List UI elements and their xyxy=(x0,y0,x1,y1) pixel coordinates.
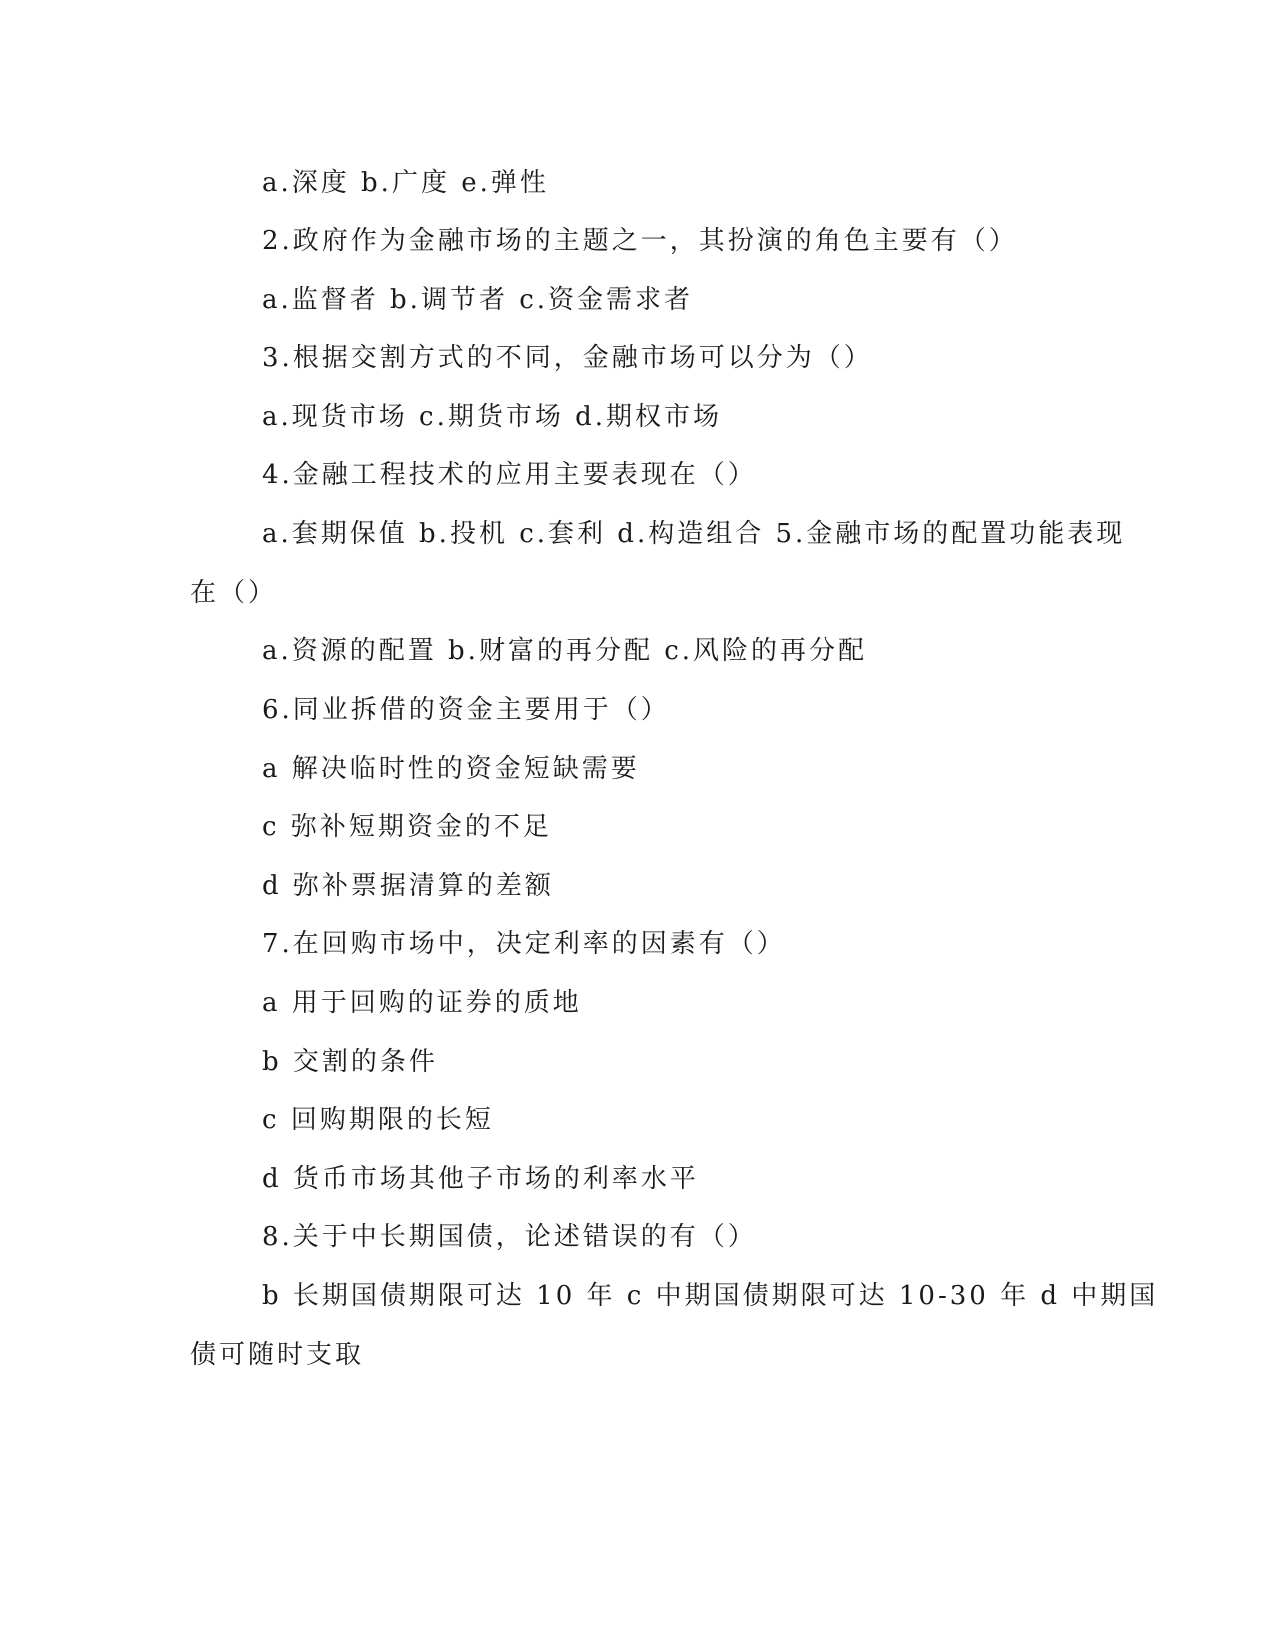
question-8-options: b 长期国债期限可达 10 年 c 中期国债期限可达 10-30 年 d 中期国 xyxy=(262,1281,1159,1311)
question-4: 4.金融工程技术的应用主要表现在（） xyxy=(262,460,757,490)
question-3: 3.根据交割方式的不同，金融市场可以分为（） xyxy=(262,343,873,373)
question-2: 2.政府作为金融市场的主题之一，其扮演的角色主要有（） xyxy=(262,226,1018,256)
question-5-options: a.资源的配置 b.财富的再分配 c.风险的再分配 xyxy=(262,636,868,666)
question-6-option-c: c 弥补短期资金的不足 xyxy=(262,812,552,842)
question-6: 6.同业拆借的资金主要用于（） xyxy=(262,695,670,725)
question-5-continued: 在（） xyxy=(190,578,278,608)
question-6-option-d: d 弥补票据清算的差额 xyxy=(262,871,554,901)
question-8: 8.关于中长期国债，论述错误的有（） xyxy=(262,1222,757,1252)
question-3-options: a.现货市场 c.期货市场 d.期权市场 xyxy=(262,402,723,432)
question-7-option-a: a 用于回购的证券的质地 xyxy=(262,988,582,1018)
text-line: a.深度 b.广度 e.弹性 xyxy=(262,168,549,198)
question-6-option-a: a 解决临时性的资金短缺需要 xyxy=(262,754,640,784)
question-7-option-d: d 货币市场其他子市场的利率水平 xyxy=(262,1164,699,1194)
question-7-option-c: c 回购期限的长短 xyxy=(262,1105,494,1135)
question-7: 7.在回购市场中，决定利率的因素有（） xyxy=(262,929,786,959)
question-7-option-b: b 交割的条件 xyxy=(262,1047,438,1077)
question-4-options: a.套期保值 b.投机 c.套利 d.构造组合 5.金融市场的配置功能表现 xyxy=(262,519,1126,549)
question-2-options: a.监督者 b.调节者 c.资金需求者 xyxy=(262,285,694,315)
question-8-options-continued: 债可随时支取 xyxy=(190,1340,365,1370)
